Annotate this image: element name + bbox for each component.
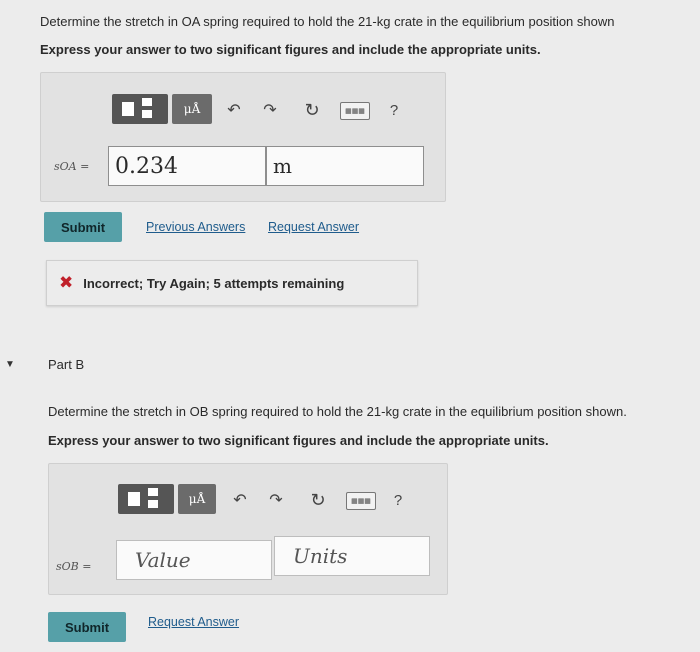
part-a-previous-answers-link[interactable]: Previous Answers [146, 220, 246, 234]
part-b-units-input[interactable] [274, 536, 430, 576]
part-a-submit-button[interactable]: Submit [44, 212, 122, 242]
part-a-request-answer-link[interactable]: Request Answer [268, 220, 360, 234]
part-b-units-placeholder: Units [293, 544, 348, 568]
part-b-value-input[interactable] [116, 540, 272, 580]
reset-icon[interactable]: ↻ [310, 489, 326, 510]
part-a-value-text: 0.234 [115, 153, 178, 179]
chevron-down-icon[interactable]: ▼ [5, 358, 15, 370]
part-a-question: Determine the stretch in OA spring required to hold the 21-kg crate in the equilibrium position shown [40, 14, 615, 29]
symbols-button[interactable]: μÅ [178, 484, 216, 514]
part-b-title[interactable]: Part B [48, 357, 85, 372]
templates-icon[interactable] [118, 484, 174, 514]
redo-icon[interactable]: ↷ [269, 492, 283, 509]
symbols-button[interactable]: μÅ [172, 94, 212, 124]
redo-icon[interactable]: ↷ [263, 102, 277, 119]
feedback-box [46, 260, 418, 306]
part-a-units-text: m [273, 154, 292, 178]
part-b-question: Determine the stretch in OB spring required to hold the 21-kg crate in the equilibrium position shown. [48, 404, 627, 419]
part-a-instruction: Express your answer to two significant figures and include the appropriate units. [40, 42, 541, 57]
help-icon[interactable]: ? [389, 101, 399, 119]
part-b-variable-label: sOB = [56, 560, 92, 573]
part-b-value-placeholder: Value [135, 548, 191, 572]
keyboard-icon[interactable]: ▦▦▦ [340, 102, 370, 120]
undo-icon[interactable]: ↶ [233, 492, 247, 509]
part-b-request-answer-link[interactable]: Request Answer [148, 615, 240, 629]
part-a-units-input[interactable] [266, 146, 424, 186]
keyboard-icon[interactable]: ▦▦▦ [346, 492, 376, 510]
part-a-value-input[interactable] [108, 146, 266, 186]
part-b-instruction: Express your answer to two significant figures and include the appropriate units. [48, 433, 549, 448]
feedback-message: Incorrect; Try Again; 5 attempts remaining [83, 275, 345, 291]
part-a-variable-label: sOA = [54, 160, 90, 173]
reset-icon[interactable]: ↻ [304, 99, 320, 120]
x-icon: ✖ [59, 273, 74, 292]
templates-icon[interactable] [112, 94, 168, 124]
help-icon[interactable]: ? [393, 491, 403, 509]
part-b-submit-button[interactable]: Submit [48, 612, 126, 642]
undo-icon[interactable]: ↶ [227, 102, 241, 119]
